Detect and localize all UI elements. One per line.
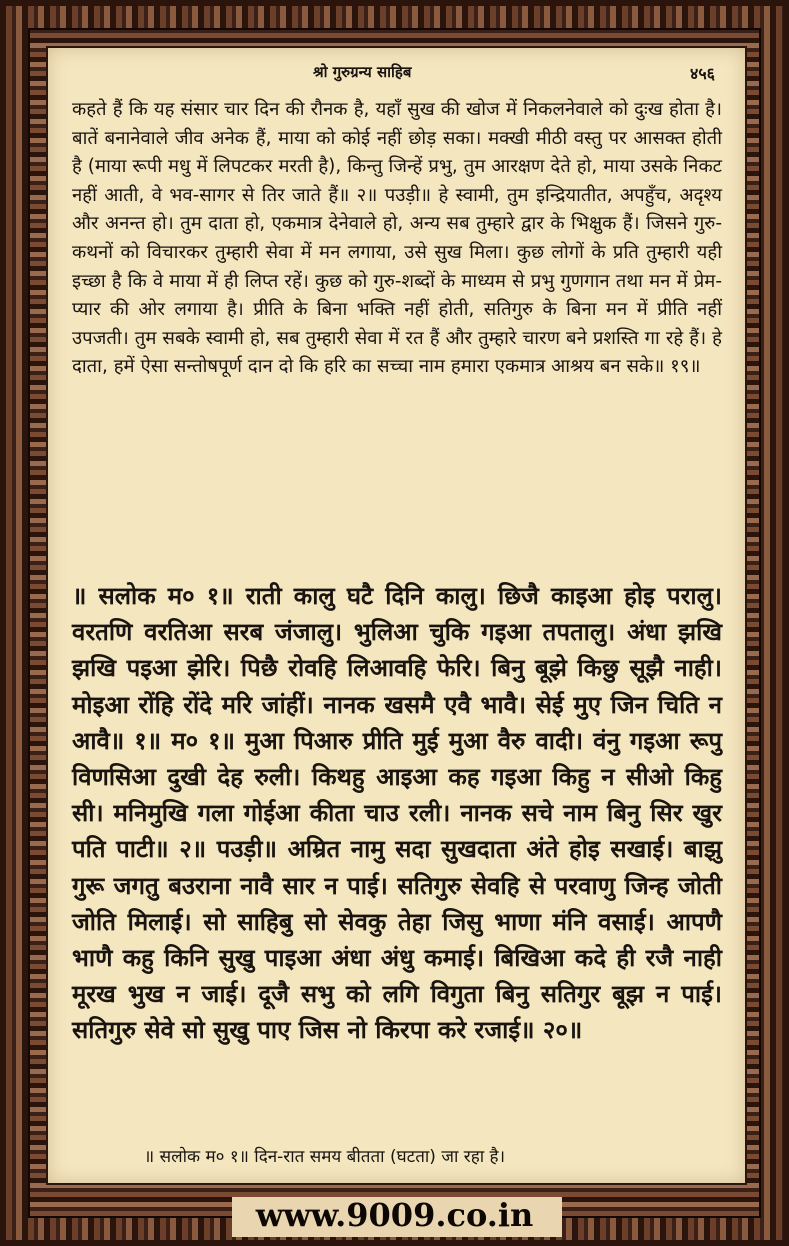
page-header bbox=[48, 62, 745, 88]
page-number: ४५६ bbox=[690, 64, 715, 83]
website-watermark: www.9009.co.in bbox=[255, 1196, 534, 1234]
scripture-page bbox=[46, 46, 747, 1185]
continued-translation-line: ॥ सलोक म० १॥ दिन-रात समय बीतता (घटता) जा रहा है। bbox=[144, 1147, 506, 1167]
page-title: श्रो गुरुग्रन्य साहिब bbox=[313, 63, 412, 81]
gurbani-verse-paragraph: ॥ सलोक म० १॥ राती कालु घटै दिनि कालु। छिजै काइआ होइ परालु। वरतणि वरतिआ सरब जंजालु। भुलिआ चुकि गइआ तपतालु। अंधा झखि झखि पइआ झेरि। पिछै रोवहि लिआवहि फेरि। बिनु बूझे किछु सूझै नाही। मोइआ रोंहि रोंदे मरि जांहीं। नानक खसमै एवै भावै। सेई मुए जिन चिति न आवै॥ १॥ म० १॥ मुआ पिआरु प्रीति मुई मुआ वैरु वादी। वंनु गइआ रूपु विणसिआ दुखी देह रुली। किथहु आइआ कह गइआ किहु न सीओ किहु सी। मनिमुखि गला गोईआ कीता चाउ रली। नानक सचे नाम बिनु सिर खुर पति पाटी॥ २॥ पउड़ी॥ अम्रित नामु सदा सुखदाता अंते होइ सखाई। बाझु गुरू जगतु बउराना नावै सार न पाई। सतिगुरु सेवहि से परवाणु जिन्ह जोती जोति मिलाई। सो साहिबु सो सेवकु तेहा जिसु भाणा मंनि वसाई। आपणै भाणै कहु किनि सुखु पाइआ अंधा अंधु कमाई। बिखिआ कदे ही रजै नाही मूरख भुख न जाई। दूजै सभु को लगि विगुता बिनु सतिगुर बूझ न पाई। सतिगुरु सेवे सो सुखु पाए जिस नो किरपा करे रजाई॥ २०॥ bbox=[72, 582, 722, 1045]
hindi-translation-paragraph: कहते हैं कि यह संसार चार दिन की रौनक है, यहाँ सुख की खोज में निकलनेवाले को दुःख होता है। बातें बनानेवाले जीव अनेक हैं, माया को कोई नहीं छोड़ सका। मक्खी मीठी वस्तु पर आसक्त होती है (माया रूपी मधु में लिपटकर मरती है), किन्तु जिन्हें प्रभु, तुम आरक्षण देते हो, माया उसके निकट नहीं आती, वे भव-सागर से तिर जाते हैं॥ २॥ पउड़ी॥ हे स्वामी, तुम इन्द्रियातीत, अपहुँच, अदृश्य और अनन्त हो। तुम दाता हो, एकमात्र देनेवाले हो, अन्य सब तुम्हारे द्वार के भिक्षुक हैं। जिसने गुरु-कथनों को विचारकर तुम्हारी सेवा में मन लगाया, उसे सुख मिला। कुछ लोगों के प्रति तुम्हारी यही इच्छा है कि वे माया में ही लिप्त रहें। कुछ को गुरु-शब्दों के माध्यम से प्रभु गुणगान तथा मन में प्रेम-प्यार की ओर लगाया है। प्रीति के बिना भक्ति नहीं होती, सतिगुरु के बिना मन में प्रीति नहीं उपजती। तुम सबके स्वामी हो, सब तुम्हारी सेवा में रत हैं और तुम्हारे चारण बने प्रशस्ति गा रहे हैं। हे दाता, हमें ऐसा सन्तोषपूर्ण दान दो कि हरि का सच्चा नाम हमारा एकमात्र आश्रय बन सके॥ १९॥ bbox=[72, 99, 722, 378]
